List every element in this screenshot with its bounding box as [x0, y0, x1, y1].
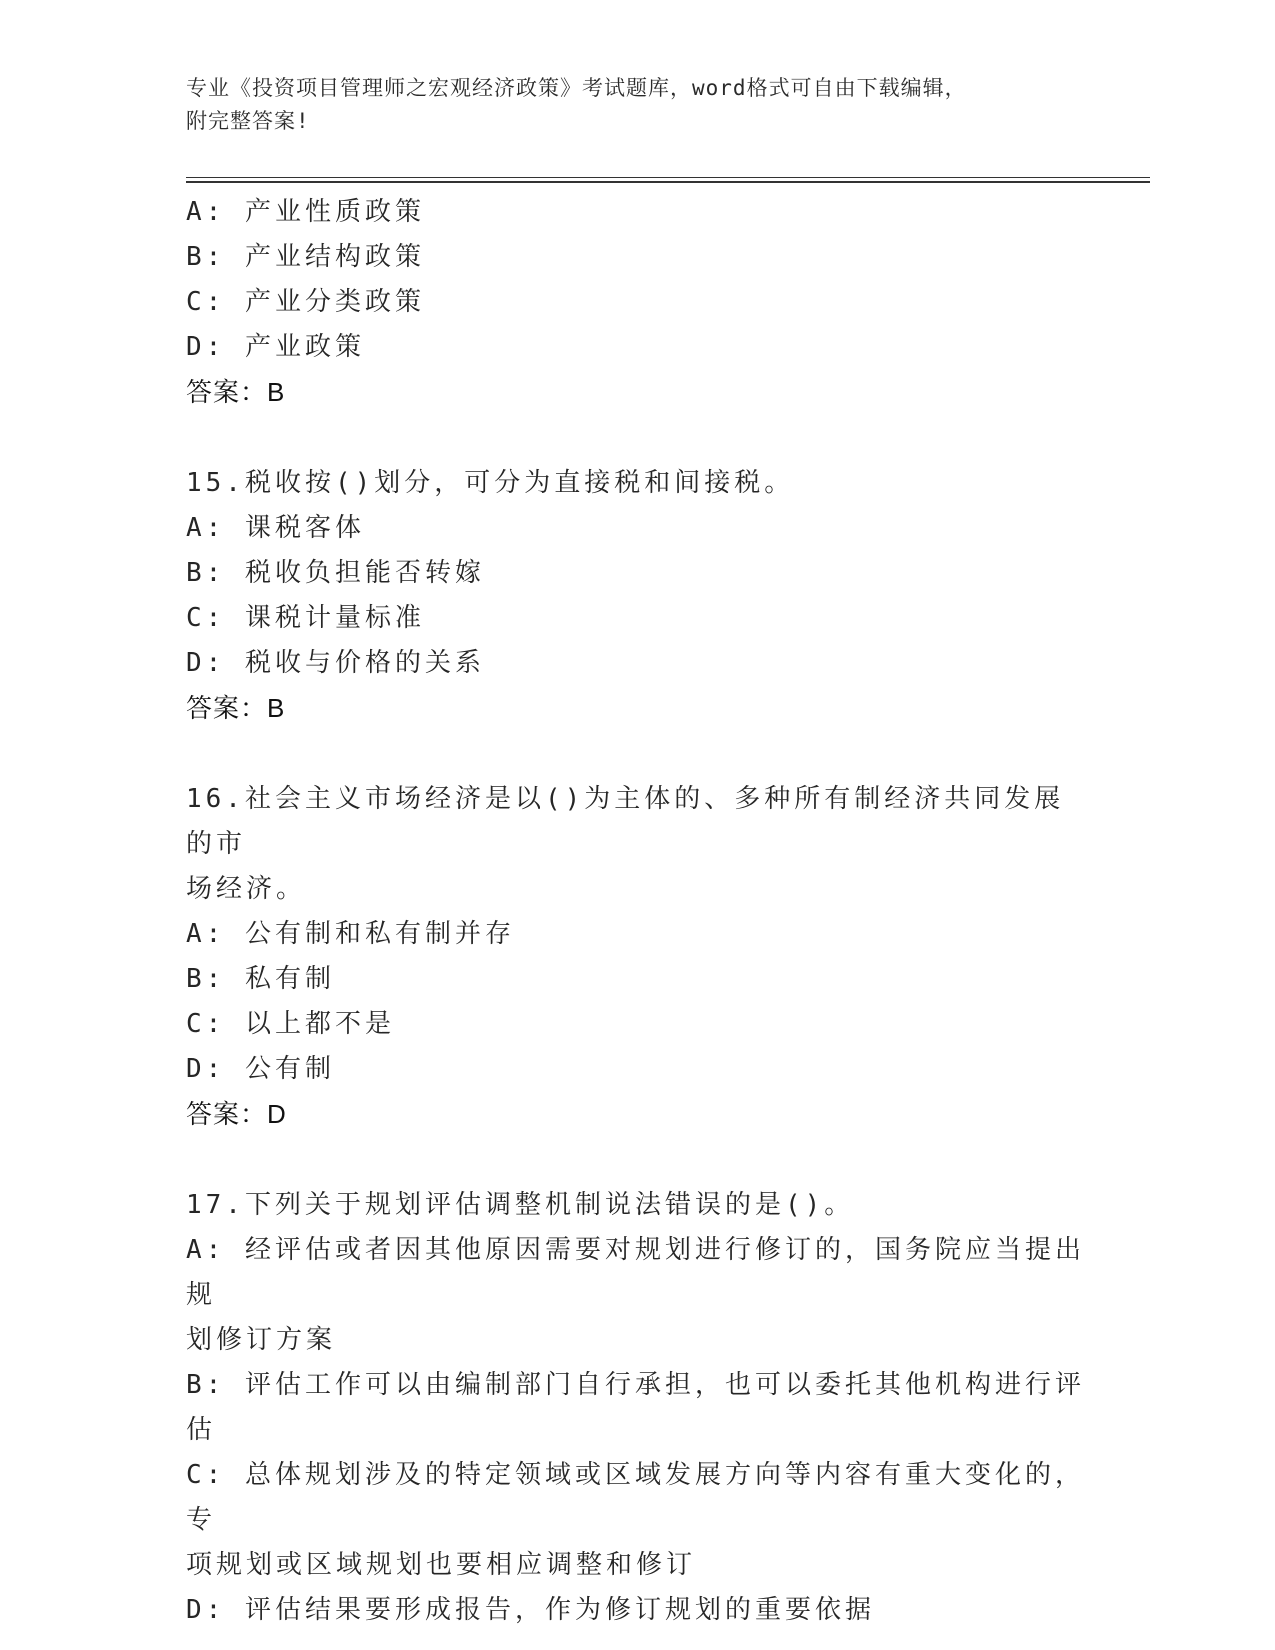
q15-option-c: C: 课税计量标准 — [186, 603, 425, 633]
q17-option-b: B: 评估工作可以由编制部门自行承担，也可以委托其他机构进行评估 — [186, 1370, 1085, 1445]
q15-option-a: A: 课税客体 — [186, 513, 365, 543]
q16-option-d: D: 公有制 — [186, 1054, 335, 1084]
q17-option-c-line-1: C: 总体规划涉及的特定领域或区域发展方向等内容有重大变化的，专 — [186, 1460, 1085, 1535]
q17-option-d: D: 评估结果要形成报告，作为修订规划的重要依据 — [186, 1595, 875, 1625]
header-line-1: 专业《投资项目管理师之宏观经济政策》考试题库，word格式可自由下载编辑， — [186, 76, 967, 100]
q17-option-a-line-2: 划修订方案 — [186, 1325, 337, 1355]
q17-question: 17.下列关于规划评估调整机制说法错误的是()。 — [186, 1190, 855, 1220]
q15-question: 15.税收按()划分，可分为直接税和间接税。 — [186, 468, 795, 498]
q16-option-b: B: 私有制 — [186, 964, 335, 994]
question-16-block — [186, 777, 1086, 1137]
question-14-block — [186, 190, 1086, 415]
q14-option-c: C: 产业分类政策 — [186, 287, 425, 317]
q17-option-c-line-2: 项规划或区域规划也要相应调整和修订 — [186, 1550, 697, 1580]
q16-answer: 答案：D — [186, 1099, 287, 1129]
question-list — [186, 190, 1086, 1633]
q16-question-line-2: 场经济。 — [186, 874, 307, 904]
q16-question-line-1: 16.社会主义市场经济是以()为主体的、多种所有制经济共同发展的市 — [186, 784, 1065, 859]
q14-option-a: A: 产业性质政策 — [186, 197, 425, 227]
q16-option-a: A: 公有制和私有制并存 — [186, 919, 515, 949]
header-divider-thick — [186, 181, 1150, 183]
question-15-block — [186, 461, 1086, 731]
q17-option-a-line-1: A: 经评估或者因其他原因需要对规划进行修订的，国务院应当提出规 — [186, 1235, 1085, 1310]
q15-option-b: B: 税收负担能否转嫁 — [186, 558, 485, 588]
header-line-2: 附完整答案! — [186, 109, 310, 133]
q15-option-d: D: 税收与价格的关系 — [186, 648, 485, 678]
q15-answer: 答案：B — [186, 693, 286, 723]
q16-option-c: C: 以上都不是 — [186, 1009, 395, 1039]
header-divider-thin — [186, 177, 1150, 178]
q14-option-d: D: 产业政策 — [186, 332, 365, 362]
q14-option-b: B: 产业结构政策 — [186, 242, 425, 272]
question-17-block — [186, 1183, 1086, 1633]
q14-answer: 答案：B — [186, 377, 286, 407]
document-header — [186, 72, 1086, 138]
